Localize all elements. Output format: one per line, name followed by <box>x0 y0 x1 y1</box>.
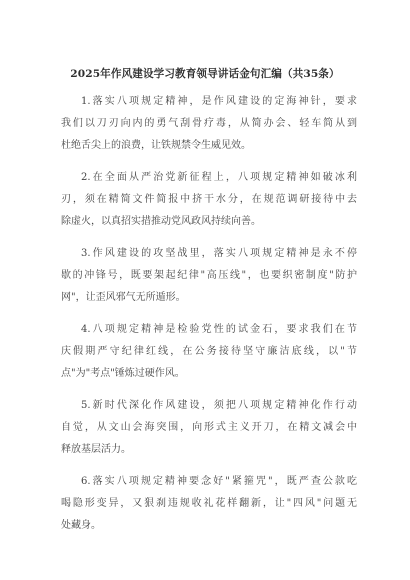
quote-item-4 <box>61 319 357 385</box>
quote-line: 处藏身。 <box>61 520 101 531</box>
quote-line: 网"，让歪风邪气无所遁形。 <box>61 292 186 303</box>
quote-line: 刃，须在精简文件简报中挤干水分，在规范调研接待中去 <box>61 194 357 205</box>
quote-item-6 <box>61 471 357 537</box>
quote-line: 杜绝舌尖上的浪费，让铁规禁令生威见效。 <box>61 140 251 151</box>
quote-line: 点"为"考点"锤炼过硬作风。 <box>61 368 185 379</box>
quote-line: 我们以刀刃向内的勇气刮骨疗毒，从简办会、轻车简从到 <box>61 118 357 129</box>
quote-list <box>61 91 357 547</box>
quote-line: 释放基层活力。 <box>61 444 131 455</box>
quote-line: 5.新时代深化作风建设，须把八项规定精神化作行动 <box>81 400 357 411</box>
quote-item-2 <box>61 167 357 233</box>
quote-line: 喝隐形变异，又狠刹违规收礼花样翻新，让"四风"问题无 <box>61 498 357 509</box>
quote-line: 2.在全面从严治党新征程上，八项规定精神如破冰利 <box>81 172 357 183</box>
quote-line: 1.落实八项规定精神，是作风建设的定海神针，要求 <box>81 96 357 107</box>
quote-line: 自觉，从文山会海突围，向形式主义开刀，在精文减会中 <box>61 422 357 433</box>
document-title: 2025年作风建设学习教育领导讲话金句汇编（共35条） <box>70 68 340 80</box>
quote-item-5 <box>61 395 357 461</box>
quote-line: 4.八项规定精神是检验党性的试金石，要求我们在节 <box>81 324 357 335</box>
quote-line: 6.落实八项规定精神要念好"紧箍咒"，既严查公款吃 <box>81 476 357 487</box>
quote-item-1 <box>61 91 357 157</box>
quote-line: 歇的冲锋号，既要架起纪律"高压线"，也要织密制度"防护 <box>61 270 357 281</box>
quote-line: 庆假期严守纪律红线，在公务接待坚守廉洁底线，以"节 <box>61 346 357 357</box>
quote-item-3 <box>61 243 357 309</box>
quote-line: 3.作风建设的攻坚战里，落实八项规定精神是永不停 <box>81 248 357 259</box>
quote-line: 除虚火，以真招实措推动党风政风持续向善。 <box>61 216 261 227</box>
